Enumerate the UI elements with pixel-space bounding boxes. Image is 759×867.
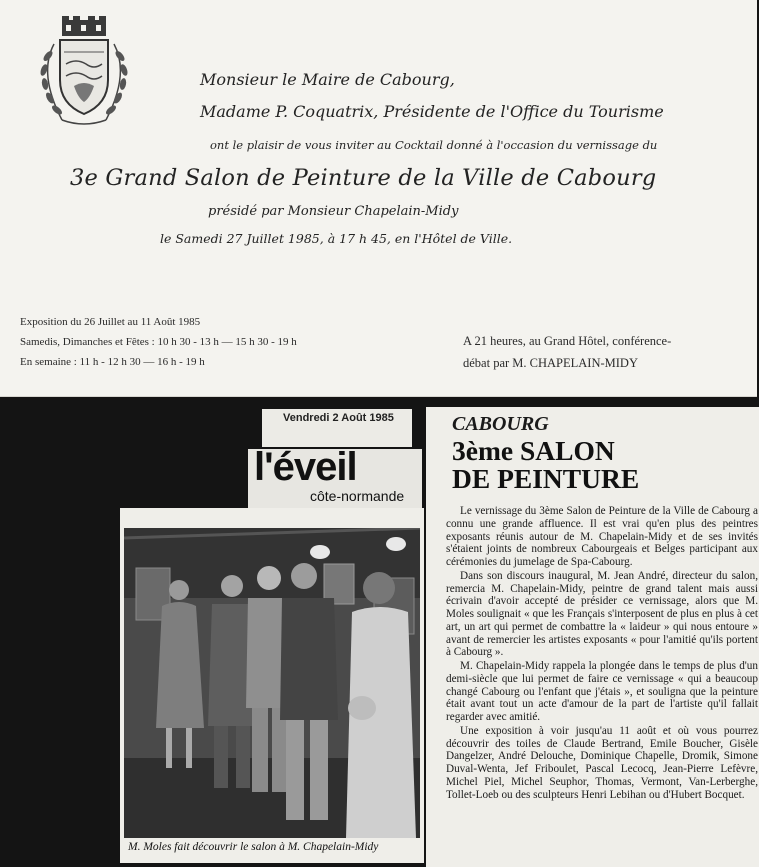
event-photo — [124, 528, 420, 838]
conference-notice — [463, 330, 671, 374]
article-headline — [452, 437, 639, 493]
article-paragraph: Dans son discours inaugural, M. Jean André, directeur du salon, remercia M. Chapelain-Midy, peintre de grand talent mais aussi écrivain d'avoir accepté de présider ce vernissage, alors que M. Moles soulignait « que les Français s'interposent de plus en plus à cet art, un art qui permet de combattre la « laideur » qui nous entoure » avant de remercier les artistes exposants « pour l'amitié qu'ils portent à Cabourg ». — [446, 569, 758, 659]
newspaper-masthead — [248, 445, 422, 510]
article-clipping — [426, 407, 759, 867]
masthead-subtitle: côte-normande — [310, 488, 405, 504]
photo-caption: M. Moles fait découvrir le salon à M. Chapelain-Midy — [128, 841, 379, 853]
article-paragraph: M. Chapelain-Midy rappela la plongée dans le temps de plus d'un demi-siècle que lui permet de faire ce vernissage « qui a beaucoup changé Cabourg ou l'enfant que j'étais », et souligna que la peinture était avant tout un acte d'amour de la part de l'artiste qu'il fallait regarder avec amitié. — [446, 660, 758, 723]
newspaper-date: Vendredi 2 Août 1985 — [283, 412, 394, 424]
invitation-host-tourism: Madame P. Coquatrix, Présidente de l'Office du Tourisme — [200, 102, 664, 121]
masthead-title: l'éveil — [254, 445, 357, 489]
newspaper-date-clipping — [262, 409, 412, 447]
article-kicker: CABOURG — [452, 413, 549, 435]
article-paragraph: Le vernissage du 3ème Salon de Peinture de la Ville de Cabourg a connu une grande affluence. Il est vrai qu'en plus des peintres exposants réunis autour de M. Chapelain-Midy et de ses invités s'étaient joints de nombreux Cabourgeais et Belges participant aux cérémonies du jumelage de Spa-Cabourg. — [446, 505, 758, 568]
invitation-date-place: le Samedi 27 Juillet 1985, à 17 h 45, en l'Hôtel de Ville. — [160, 231, 513, 246]
invitation-president: présidé par Monsieur Chapelain-Midy — [208, 204, 459, 219]
headline-line-2: DE PEINTURE — [452, 463, 640, 494]
article-paragraph: Une exposition à voir jusqu'au 11 août et où vous pourrez découvrir des toiles de Claude Bertrand, Emile Boucher, Gisèle Dangelzer, André Delouche, Dominique Chapelle, Dromik, Simone Duval-Wenta, Jef Friboulet, Pascal Lecocq, Jean-Pierre Lefèvre, Michel Piel, Michel Seuphor, Thomas, Vermont, Van-Lerberghe, Tollet-Loeb ou des sculpteurs Henri Lebihan ou d'Hubert Bocquet. — [446, 724, 758, 801]
conference-line-2: débat par M. CHAPELAIN-MIDY — [463, 356, 638, 370]
invitation-card — [0, 0, 757, 397]
invitation-host-mayor: Monsieur le Maire de Cabourg, — [200, 70, 455, 89]
article-body — [446, 505, 758, 802]
conference-line-1: A 21 heures, au Grand Hôtel, conférence- — [463, 334, 672, 348]
schedule-dates: Exposition du 26 Juillet au 11 Août 1985 — [20, 316, 201, 328]
headline-line-1: 3ème SALON — [452, 435, 615, 466]
schedule-weekend-hours: Samedis, Dimanches et Fêtes : 10 h 30 - 13 h — 15 h 30 - 19 h — [20, 336, 297, 348]
invitation-text: ont le plaisir de vous inviter au Cocktail donné à l'occasion du vernissage du — [210, 138, 658, 152]
cabourg-coat-of-arms-icon — [32, 14, 136, 132]
invitation-event-title: 3e Grand Salon de Peinture de la Ville de Cabourg — [70, 165, 657, 191]
exhibition-schedule — [20, 312, 297, 372]
schedule-weekday-hours: En semaine : 11 h - 12 h 30 — 16 h - 19 h — [20, 356, 205, 368]
photo-clipping — [120, 508, 424, 863]
